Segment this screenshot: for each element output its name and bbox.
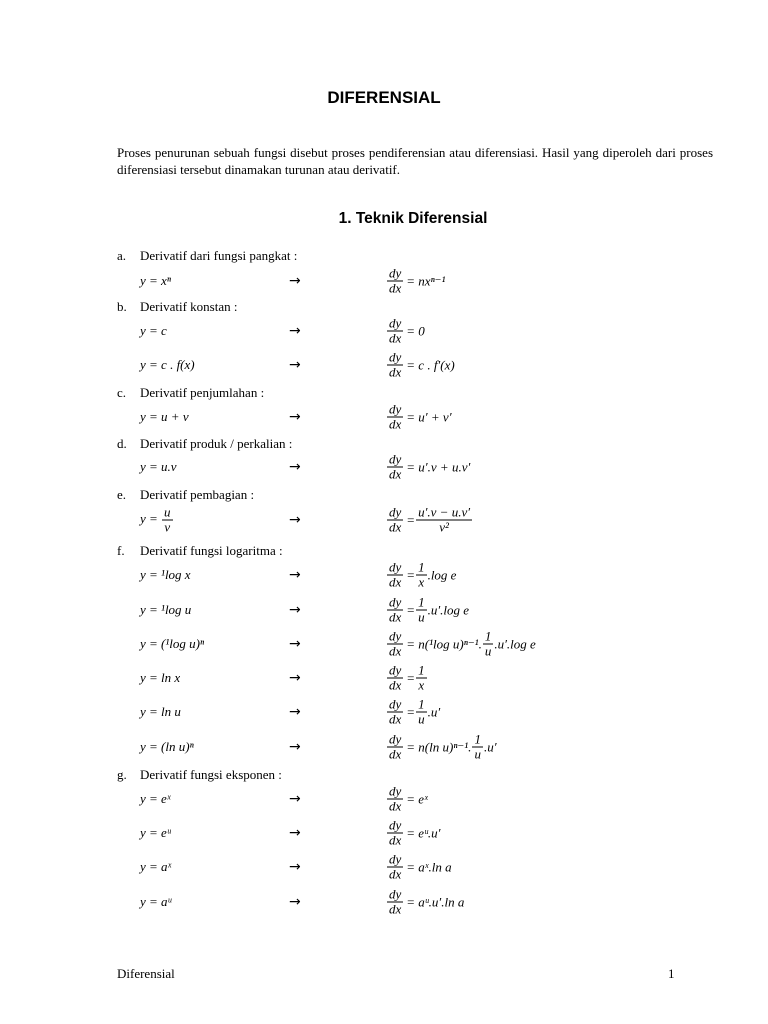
arrow-icon: → [289, 825, 301, 841]
item-label: Derivatif penjumlahan : [140, 385, 265, 400]
lhs-fraction [162, 506, 173, 535]
rhs-den: u [474, 746, 481, 762]
formula-lhs: y = ln u [140, 704, 181, 719]
dydx-num: dy [389, 851, 402, 867]
dydx-fraction [387, 698, 403, 727]
formula-rhs [386, 453, 470, 482]
dydx-num: dy [389, 886, 402, 902]
formula-row [0, 399, 768, 435]
formula-row [0, 781, 768, 817]
rhs-den: u [484, 643, 492, 659]
item-label: Derivatif konstan : [140, 299, 238, 314]
rhs-num: 1 [484, 628, 492, 644]
formula-row [0, 313, 768, 349]
arrow-icon: → [289, 459, 301, 475]
dydx-den: dx [389, 746, 402, 762]
dydx-den: dx [389, 832, 402, 848]
formula-rhs-expr: = c . f′(x) [406, 357, 455, 372]
formula-row [0, 592, 768, 628]
formula-row [0, 815, 768, 851]
dydx-den: dx [389, 901, 402, 917]
rhs-fraction [416, 698, 427, 727]
item-letter: a. [117, 248, 127, 263]
arrow-icon: → [289, 567, 301, 583]
formula-rhs-eq: = n(¹log u)ⁿ⁻¹. [406, 636, 482, 651]
formula-rhs-post: .u′ [483, 739, 497, 754]
formula-lhs: y = aᵘ [140, 894, 172, 909]
dydx-den: dx [389, 866, 402, 882]
item-letter: f. [117, 543, 125, 558]
item-letter: e. [117, 487, 127, 502]
rhs-den: x [418, 574, 425, 590]
formula-lhs: y = eˣ [140, 791, 171, 806]
dydx-den: dx [389, 574, 402, 590]
formula-rhs-post: .u′.log e [427, 602, 470, 617]
formula-lhs: y = u + v [140, 409, 189, 424]
dydx-fraction [387, 267, 403, 296]
formula-rhs-expr: = aˣ.ln a [406, 859, 452, 874]
formula-rhs-expr: = eˣ [406, 791, 428, 806]
formula-rhs-post: .log e [427, 567, 457, 582]
arrow-icon: → [289, 636, 301, 652]
lhs-den: v [164, 519, 171, 535]
rhs-fraction [483, 630, 494, 659]
rhs-fraction [416, 561, 427, 590]
dydx-fraction [387, 819, 403, 848]
dydx-fraction [387, 506, 403, 535]
formula-lhs: y = xⁿ [140, 273, 171, 288]
arrow-icon: → [289, 512, 301, 528]
formula-rhs [386, 317, 425, 346]
formula-rhs-post: .u′.log e [494, 636, 536, 651]
formula-rhs [386, 630, 536, 659]
dydx-den: dx [389, 711, 402, 727]
page-number: 1 [668, 966, 675, 981]
formula-row [0, 884, 768, 920]
dydx-num: dy [389, 731, 402, 747]
formula-rhs-eq: = [406, 704, 416, 719]
dydx-den: dx [389, 798, 402, 814]
formula-lhs: y = ¹log x [140, 567, 191, 582]
item-label: Derivatif pembagian : [140, 487, 255, 502]
formula-lhs: y = (¹log u)ⁿ [140, 636, 205, 651]
dydx-num: dy [389, 817, 402, 833]
dydx-den: dx [389, 330, 402, 346]
lhs-num: u [164, 504, 171, 520]
formula-row [0, 626, 768, 662]
dydx-den: dx [389, 466, 402, 482]
dydx-fraction [387, 733, 403, 762]
formula-rhs [386, 561, 456, 590]
dydx-den: dx [389, 643, 402, 659]
formula-lhs: y = ¹log u [140, 602, 192, 617]
formula-row [0, 263, 768, 299]
formula-rhs [386, 506, 473, 535]
rhs-fraction [416, 664, 427, 693]
item-letter: c. [117, 385, 127, 400]
formula-rhs-eq: = n(ln u)ⁿ⁻¹. [406, 739, 472, 754]
item-label: Derivatif fungsi logaritma : [140, 543, 283, 558]
formula-rhs-eq: = [406, 670, 416, 685]
formula-rhs-post: .u′ [427, 704, 441, 719]
footer-title: Diferensial [117, 966, 175, 981]
formula-rhs [386, 853, 452, 882]
formula-rhs [386, 888, 464, 917]
intro-paragraph: Proses penurunan sebuah fungsi disebut proses pendiferensian atau diferensiasi. Hasil yang diperoleh dari proses diferensiasi tersebut dinamakan turunan atau derivatif. [117, 145, 713, 177]
dydx-num: dy [389, 451, 402, 467]
item-label: Derivatif dari fungsi pangkat : [140, 248, 298, 263]
lhs-prefix: y = [140, 510, 158, 526]
arrow-icon: → [289, 670, 301, 686]
dydx-num: dy [389, 349, 402, 365]
arrow-icon: → [289, 859, 301, 875]
formula-row [0, 449, 768, 485]
rhs-num: u′.v − u.v′ [418, 504, 471, 520]
arrow-icon: → [289, 739, 301, 755]
formula-rhs-expr: = u′.v + u.v′ [406, 459, 471, 474]
dydx-num: dy [389, 628, 402, 644]
rhs-num: 1 [418, 559, 425, 575]
dydx-den: dx [389, 280, 402, 296]
dydx-fraction [387, 317, 403, 346]
dydx-fraction [387, 785, 403, 814]
formula-rhs-expr: = 0 [406, 323, 425, 338]
item-label: Derivatif produk / perkalian : [140, 436, 293, 451]
formula-rhs-eq: = [406, 512, 416, 527]
formula-row [0, 502, 768, 538]
arrow-icon: → [289, 409, 301, 425]
rhs-den: u [418, 711, 425, 727]
dydx-den: dx [389, 416, 402, 432]
formula-lhs: y = eᵘ [140, 825, 171, 840]
arrow-icon: → [289, 791, 301, 807]
formula-rhs-eq: = [406, 567, 416, 582]
arrow-icon: → [289, 704, 301, 720]
formula-rhs [386, 785, 428, 814]
formula-rhs [386, 819, 440, 848]
formula-lhs: y = ln x [140, 670, 181, 685]
item-label: Derivatif fungsi eksponen : [140, 767, 282, 782]
formula-rhs [386, 596, 469, 625]
arrow-icon: → [289, 323, 301, 339]
dydx-num: dy [389, 315, 402, 331]
formula-row [0, 694, 768, 730]
dydx-num: dy [389, 401, 402, 417]
dydx-den: dx [389, 519, 402, 535]
dydx-fraction [387, 853, 403, 882]
formula-rhs-expr: = aᵘ.u′.ln a [406, 894, 465, 909]
dydx-num: dy [389, 594, 402, 610]
formula-rhs-expr: = eᵘ.u′ [406, 825, 441, 840]
formula-row [0, 729, 768, 765]
rhs-num: 1 [474, 731, 481, 747]
rhs-den: x [418, 677, 425, 693]
dydx-num: dy [389, 265, 402, 281]
dydx-fraction [387, 630, 403, 659]
dydx-num: dy [389, 504, 402, 520]
formula-lhs: y = c [140, 323, 167, 338]
formula-row [0, 557, 768, 593]
formula-lhs: y = u.v [140, 459, 177, 474]
arrow-icon: → [289, 602, 301, 618]
dydx-fraction [387, 888, 403, 917]
dydx-num: dy [389, 662, 402, 678]
formula-row [0, 660, 768, 696]
formula-lhs: y = aˣ [140, 859, 172, 874]
rhs-num: 1 [418, 594, 425, 610]
rhs-den: v² [439, 519, 449, 535]
rhs-num: 1 [418, 662, 425, 678]
dydx-num: dy [389, 783, 402, 799]
rhs-den: u [418, 609, 425, 625]
dydx-den: dx [389, 364, 402, 380]
arrow-icon: → [289, 894, 301, 910]
formula-rhs [386, 664, 428, 693]
rhs-fraction [416, 506, 472, 535]
dydx-fraction [387, 664, 403, 693]
formula-rhs [386, 267, 445, 296]
arrow-icon: → [289, 273, 301, 289]
formula-row [0, 849, 768, 885]
dydx-fraction [387, 561, 403, 590]
formula-lhs: y = c . f(x) [140, 357, 195, 372]
formula-rhs-expr: = u′ + v′ [406, 409, 452, 424]
formula-rhs [386, 403, 452, 432]
item-letter: d. [117, 436, 127, 451]
formula-rhs [386, 698, 440, 727]
rhs-num: 1 [418, 696, 425, 712]
arrow-icon: → [289, 357, 301, 373]
formula-lhs: y = (ln u)ⁿ [140, 739, 194, 754]
item-letter: g. [117, 767, 127, 782]
formula-rhs-expr: = nxⁿ⁻¹ [406, 273, 446, 288]
dydx-fraction [387, 453, 403, 482]
dydx-den: dx [389, 609, 402, 625]
formula-rhs [386, 351, 455, 380]
rhs-fraction [472, 733, 483, 762]
formula-lhs [140, 506, 174, 535]
formula-rhs [386, 733, 497, 762]
item-letter: b. [117, 299, 127, 314]
rhs-fraction [416, 596, 427, 625]
dydx-fraction [387, 351, 403, 380]
formula-row [0, 347, 768, 383]
dydx-fraction [387, 403, 403, 432]
dydx-num: dy [389, 696, 402, 712]
dydx-fraction [387, 596, 403, 625]
formula-rhs-eq: = [406, 602, 416, 617]
dydx-den: dx [389, 677, 402, 693]
document-title: DIFERENSIAL [327, 88, 441, 107]
dydx-num: dy [389, 559, 402, 575]
section-heading: 1. Teknik Diferensial [338, 210, 488, 227]
